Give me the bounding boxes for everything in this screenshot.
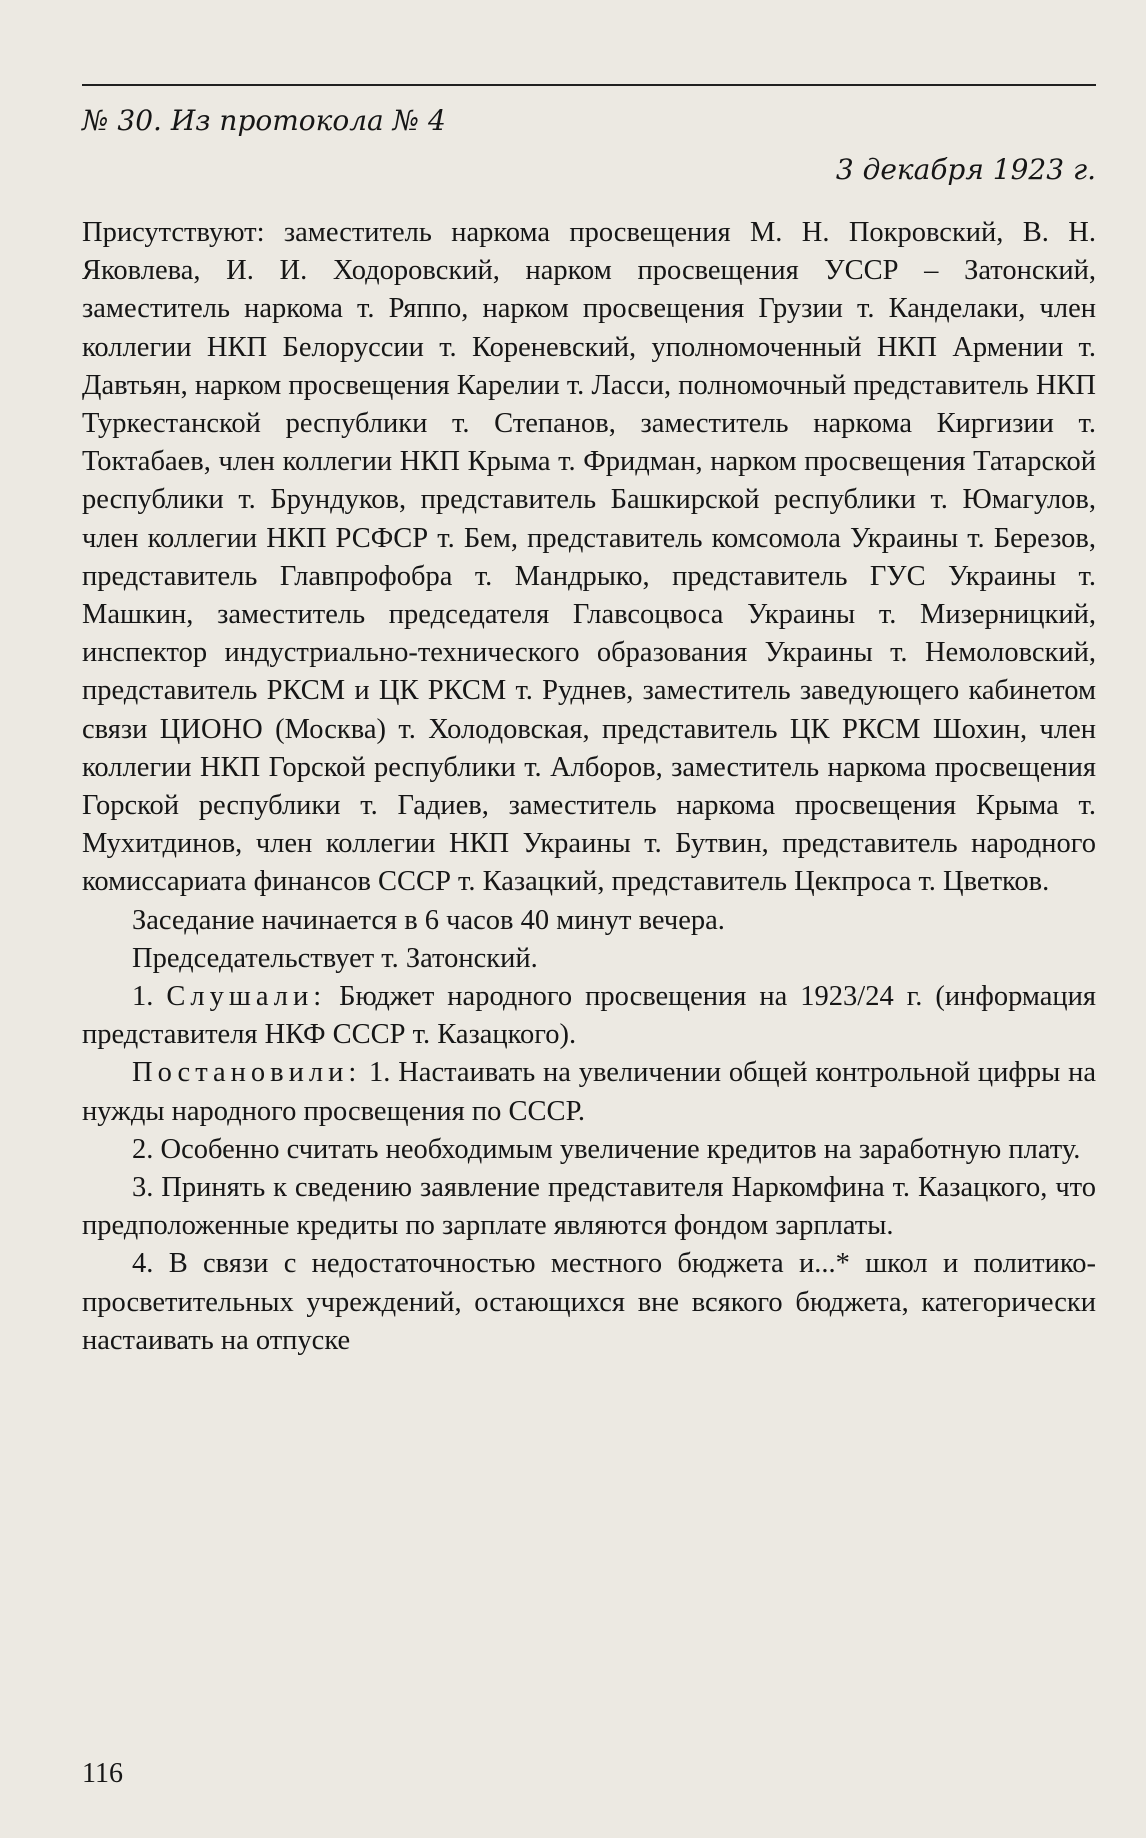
attendees-paragraph: Присутствуют: заместитель наркома просвещения М. Н. Покровский, В. Н. Яковлева, И. И. Ходоровский, нарком просвещения УССР – Затонский, заместитель наркома т. Ряппо, нарком просвещения Грузии т. Канделаки, член коллегии НКП Белоруссии т. Кореневский, уполномоченный НКП Армении т. Давтьян, нарком просвещения Карелии т. Ласси, полномочный представитель НКП Туркестанской республики т. Степанов, заместитель наркома Киргизии т. Токтабаев, член коллегии НКП Крыма т. Фридман, нарком просвещения Татарской республики т. Брундуков, представитель Башкирской республики т. Юмагулов, член коллегии НКП РСФСР т. Бем, представитель комсомола Украины т. Березов, представитель Главпрофобра т. Мандрыко, представитель ГУС Украины т. Машкин, заместитель председателя Главсоцвоса Украины т. Мизерницкий, инспектор индустриально-технического образования Украины т. Немоловский, представитель РКСМ и ЦК РКСМ т. Руднев, заместитель заведующего кабинетом связи ЦИОНО (Москва) т. Холодовская, представитель ЦК РКСМ Шохин, член коллегии НКП Горской республики т. Алборов, заместитель наркома просвещения Горской республики т. Гадиев, заместитель наркома просвещения Крыма т. Мухитдинов, член коллегии НКП Украины т. Бутвин, представитель народного комиссариата финансов СССР т. Казацкий, представитель Цекпроса т. Цветков. (82, 217, 1096, 898)
heard-label: Слушали: (166, 981, 327, 1013)
resolution-paragraph-3: 3. Принять к сведению заявление представителя Наркомфина т. Казацкого, что предположенные кредиты по зарплате являются фондом зарплаты. (82, 1172, 1096, 1242)
resolution-paragraph-2: 2. Особенно считать необходимым увеличение кредитов на заработную плату. (132, 1133, 1081, 1165)
page-number: 116 (82, 1758, 123, 1789)
chair-paragraph: Председательствует т. Затонский. (132, 942, 538, 974)
document-body (82, 214, 1096, 1360)
document-date: 3 декабря 1923 г. (835, 153, 1096, 186)
heard-text: Бюджет народного просвещения на 1923/24 г. (информация представителя НКФ СССР т. Казацкого). (82, 981, 1096, 1051)
resolved-label: Постановили: (132, 1057, 362, 1089)
header-rule (82, 84, 1096, 86)
document-heading: № 30. Из протокола № 4 (82, 104, 446, 137)
item-number: 1. (132, 981, 154, 1013)
item-heard-paragraph (82, 978, 1096, 1054)
resolution-paragraph-1 (82, 1054, 1096, 1130)
resolution-paragraph-4: 4. В связи с недостаточностью местного бюджета и...* школ и политико-просветительных учреждений, остающихся вне всякого бюджета, категорически настаивать на отпуске (82, 1248, 1096, 1356)
resolution-text-1: 1. Настаивать на увеличении общей контрольной цифры на нужды народного просвещения по СССР. (82, 1057, 1096, 1127)
session-start-paragraph: Заседание начинается в 6 часов 40 минут вечера. (132, 904, 725, 936)
